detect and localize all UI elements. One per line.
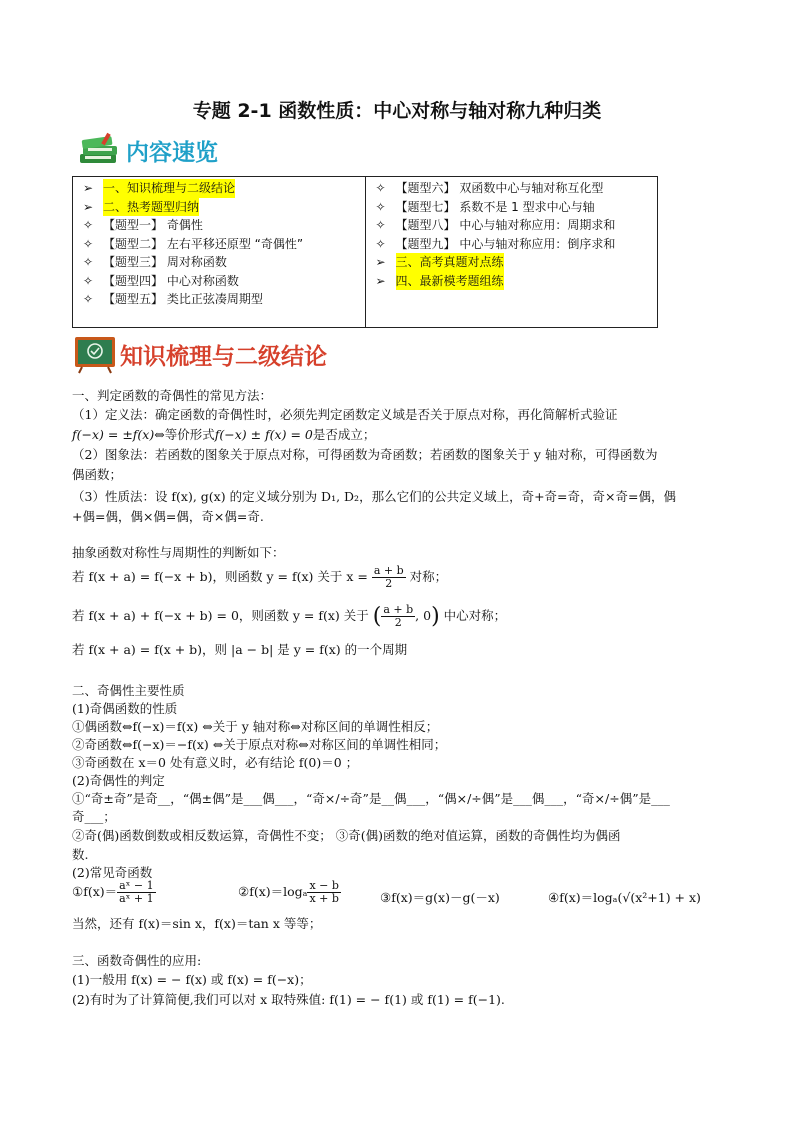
toc-item[interactable]: ✧ 【题型四】 中心对称函数 bbox=[82, 273, 239, 288]
knowledge-header bbox=[74, 334, 327, 374]
toc-right-column bbox=[366, 177, 658, 327]
toc-left-column bbox=[73, 177, 366, 327]
paragraph: 当然，还有 f(x)＝sin x，f(x)＝tan x 等等； bbox=[72, 916, 322, 931]
paragraph: ③奇函数在 x＝0 处有意义时，必有结论 f(0)＝0 ； bbox=[72, 755, 359, 770]
page-title: 专题 2-1 函数性质：中心对称与轴对称九种归类 bbox=[192, 100, 602, 122]
toc-item[interactable]: ✧ 【题型七】 系数不是 1 型求中心与轴 bbox=[375, 199, 595, 214]
paragraph: （3）性质法：设 f(x), g(x) 的定义域分别为 D₁, D₂，那么它们的公共定义域上，奇+奇=奇，奇×奇=偶，偶 bbox=[72, 489, 676, 504]
paragraph: 数. bbox=[72, 847, 89, 862]
formula-2: ②f(x)＝logₐ $\frac{x - b}{x + b}$ bbox=[238, 879, 339, 905]
paragraph: (2)奇偶性的判定 bbox=[72, 773, 165, 788]
toc-item[interactable]: ✧ 【题型九】 中心与轴对称应用：倒序求和 bbox=[375, 236, 616, 251]
toc-item[interactable]: ✧ 【题型三】 周对称函数 bbox=[82, 255, 227, 269]
toc-item[interactable]: ➢ 一、知识梳理与二级结论 bbox=[79, 179, 359, 198]
formula-4: ④f(x)＝logₐ(√(x²+1) + x) bbox=[548, 890, 701, 905]
rule-axis-symmetry: 若 f(x + a) = f(−x + b)，则函数 y = f(x) 关于 x = $\frac{a + b}{2}$ 对称； bbox=[72, 564, 448, 590]
section-heading: 一、判定函数的奇偶性的常见方法： bbox=[72, 388, 273, 403]
paragraph: ②奇函数⇔f(−x)＝−f(x) ⇔关于原点对称⇔对称区间的单调性相同； bbox=[72, 737, 447, 752]
paragraph: f(−x) = ±f(x)⇔等价形式f(−x) ± f(x) = 0是否成立； bbox=[72, 427, 376, 442]
section-heading: 三、函数奇偶性的应用: bbox=[72, 953, 202, 968]
rule-center-symmetry: 若 f(x + a) + f(−x + b) = 0，则函数 y = f(x) 关于 ( $\frac{a + b}{2}$ , 0) 中心对称； bbox=[72, 603, 507, 629]
formula-1: ①f(x)＝ $\frac{\text{aˣ − 1}}{\text{aˣ + 1}}$ bbox=[72, 879, 154, 905]
overview-header bbox=[78, 132, 218, 168]
formula-3: ③f(x)＝g(x)－g(－x) bbox=[380, 890, 500, 905]
paragraph: (2)常见奇函数 bbox=[72, 865, 153, 880]
toc-item[interactable]: ✧ 【题型二】 左右平移还原型 “奇偶性” bbox=[82, 236, 304, 251]
toc-item[interactable]: ✧ 【题型八】 中心与轴对称应用：周期求和 bbox=[375, 218, 616, 232]
toc-item[interactable]: ✧ 【题型五】 类比正弦凑周期型 bbox=[82, 292, 263, 306]
toc-item[interactable]: ➢ 二、热考题型归纳 bbox=[79, 198, 359, 217]
paragraph: (1)奇偶函数的性质 bbox=[72, 701, 178, 716]
overview-title: 内容速览 bbox=[126, 139, 218, 166]
paragraph: +偶=偶，偶×偶=偶，奇×偶=奇. bbox=[72, 509, 264, 524]
paragraph: ①偶函数⇔f(−x)＝f(x) ⇔关于 y 轴对称⇔对称区间的单调性相反； bbox=[72, 719, 439, 734]
rule-period: 若 f(x + a) = f(x + b)，则 |a − b| 是 y = f(x) 的一个周期 bbox=[72, 642, 408, 657]
paragraph: （1）定义法：确定函数的奇偶性时，必须先判定函数定义域是否关于原点对称，再化简解析式验证 bbox=[72, 407, 618, 422]
paragraph: 奇___； bbox=[72, 809, 116, 824]
toc-item[interactable]: ✧ 【题型一】 奇偶性 bbox=[82, 218, 203, 232]
section-heading: 二、奇偶性主要性质 bbox=[72, 683, 185, 698]
table-of-contents bbox=[72, 176, 658, 328]
paragraph: (2)有时为了计算简便,我们可以对 x 取特殊值: f(1) = − f(1) 或 f(1) = f(−1). bbox=[72, 992, 505, 1007]
paragraph: ②奇(偶)函数倒数或相反数运算，奇偶性不变； ③奇(偶)函数的绝对值运算，函数的奇偶性均为偶函 bbox=[72, 828, 621, 843]
paragraph: （2）图象法：若函数的图象关于原点对称，可得函数为奇函数；若函数的图象关于 y 轴对称，可得函数为 bbox=[72, 447, 658, 462]
section-heading: 抽象函数对称性与周期性的判断如下： bbox=[72, 545, 285, 560]
paragraph: (1)一般用 f(x) = − f(x) 或 f(x) = f(−x)； bbox=[72, 972, 312, 987]
books-icon bbox=[78, 132, 122, 168]
knowledge-title: 知识梳理与二级结论 bbox=[120, 343, 327, 370]
paragraph: ①“奇±奇”是奇__，“偶±偶”是___偶___，“奇×/÷奇”是__偶___，“偶×/÷偶”是___偶___，“奇×/÷偶”是___ bbox=[72, 791, 670, 806]
paragraph: 偶函数； bbox=[72, 467, 123, 482]
toc-item[interactable]: ✧ 【题型六】 双函数中心与轴对称互化型 bbox=[375, 181, 604, 195]
toc-item[interactable]: ➢ 四、最新模考题组练 bbox=[372, 272, 652, 291]
toc-item[interactable]: ➢ 三、高考真题对点练 bbox=[372, 253, 652, 272]
chalkboard-icon bbox=[74, 334, 116, 374]
